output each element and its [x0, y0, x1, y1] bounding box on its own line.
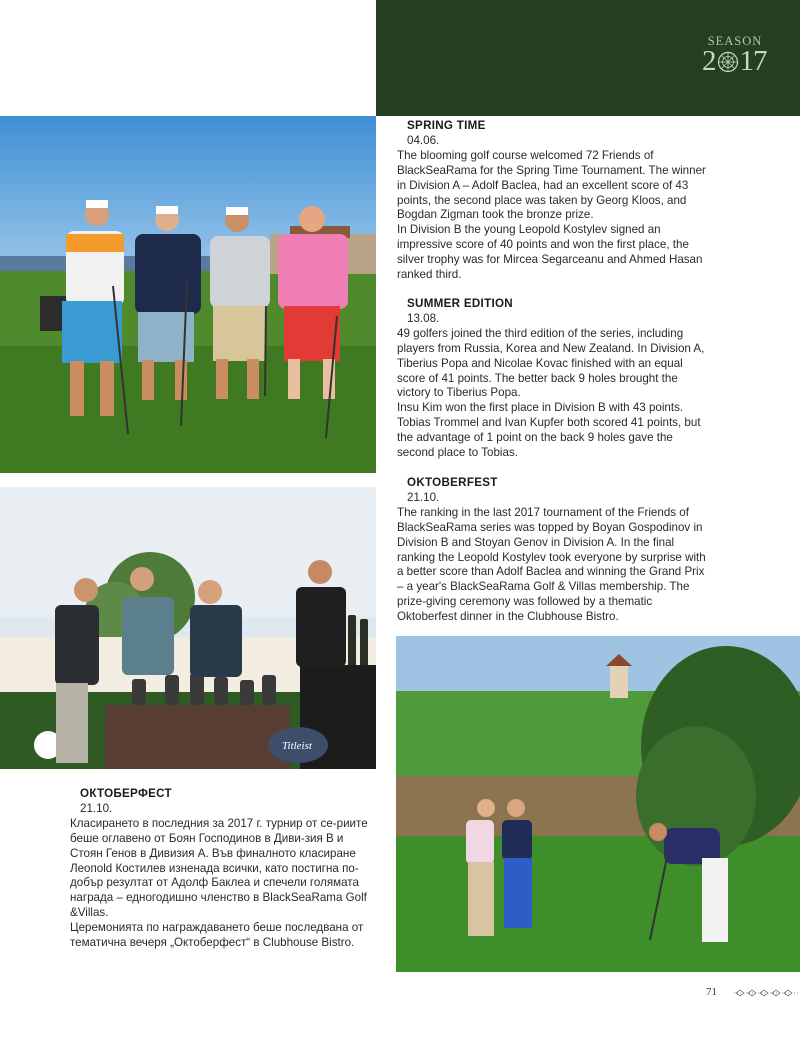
cap-logo-text: Titleist — [282, 740, 312, 752]
section-paragraph: Класирането в последния за 2017 г. турнир от се-риите беше оглавено от Боян Господинов в Диви-зия В и Стоян Генов в Дивизия А. Във финалното класиране Леопold Костилев изненада всички, като постигна по-добър резултат от Адолф Баклеа и спечели голямата награда – едногодишно членство в BlackSeaRama Golf &Villas. — [70, 816, 368, 920]
golf-ball-icon — [717, 51, 739, 73]
section-paragraph: 49 golfers joined the third edition of the series, including players from Russia, Korea and New Zealand. In Division A, Tiberius Popa and Nicolae Kovac finished with an equal score of 41 points. The better back 9 holes brought the victory to Tiberius Popa. — [397, 326, 705, 400]
season-year — [702, 45, 772, 78]
section-summer-edition — [397, 297, 709, 461]
section-date: 13.08. — [407, 311, 440, 325]
ornament-icon — [734, 988, 800, 998]
section-title: ОКТОБЕРФЕСТ — [80, 787, 172, 800]
year-digit-right: 17 — [739, 45, 767, 77]
section-spring-time — [397, 119, 709, 283]
section-paragraph: The ranking in the last 2017 tournament of the Friends of BlackSeaRama series was topped by Boyan Gospodinov in Division B and Stoyan Genov in Division A. In the final ranking the Leopold Kostylev took everyone by surprise with a better score than Adolf Baclea and winning the Grand Prix – a year's BlackSeaRama Golf & Villas membership. The prize-giving ceremony was followed by a thematic Oktoberfest dinner in the Clubhouse Bistro. — [397, 505, 706, 624]
photo-putting-green — [396, 636, 800, 972]
section-paragraph: In Division B the young Leopold Kostylev signed an impressive score of 40 points and won the first place, the silver trophy was for Mircea Segarceanu and Ahmed Hasan ranked third. — [397, 223, 703, 282]
section-paragraph: Церемонията по награждаването беше последвана от тематична вечеря „Октоберфест“ в Clubhouse Bistro. — [70, 921, 364, 950]
photo-spring-golfers — [0, 116, 376, 473]
page-number: 71 — [706, 986, 717, 998]
section-paragraph: Insu Kim won the first place in Division B with 43 points. Tobias Trommel and Ivan Kupfer both scored 41 points, but the advantage of 1 point on the back 9 holes gave the second place to Tobias. — [397, 401, 701, 460]
section-paragraph: The blooming golf course welcomed 72 Friends of BlackSeaRama for the Spring Time Tournament. The winner in Division A – Adolf Baclea, had an excellent score of 43 points, the second place was taken by Georg Kloos, and Bogdan Zigman took the bronze prize. — [397, 148, 706, 222]
section-title: SUMMER EDITION — [407, 297, 513, 310]
season-label: SEASON — [707, 34, 763, 48]
section-oktoberfest-bg — [70, 787, 370, 951]
section-date: 04.06. — [407, 133, 440, 147]
section-date: 21.10. — [80, 801, 113, 815]
photo-oktoberfest-ceremony — [0, 487, 376, 769]
year-digit-left: 2 — [702, 45, 716, 77]
section-date: 21.10. — [407, 490, 440, 504]
section-title: SPRING TIME — [407, 119, 486, 132]
section-oktoberfest-en — [397, 476, 709, 625]
section-title: OKTOBERFEST — [407, 476, 498, 489]
